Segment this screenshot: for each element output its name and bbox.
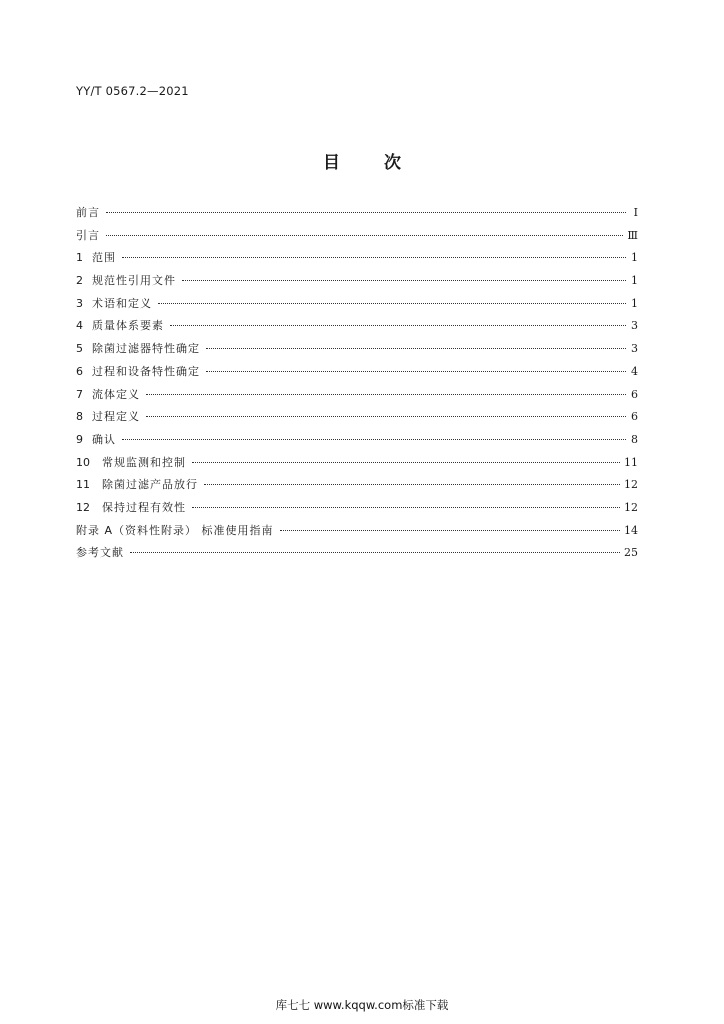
toc-entry[interactable] <box>76 431 638 454</box>
toc-entry-label: 前言 <box>76 206 100 219</box>
toc-entry[interactable] <box>76 476 638 499</box>
toc-entry-number: 4 <box>76 319 83 333</box>
toc-entry-page: 4 <box>631 364 638 378</box>
toc-entry-label: 参考文献 <box>76 546 124 560</box>
toc-title-part1: 目 <box>323 153 340 173</box>
toc-entry[interactable] <box>76 340 638 363</box>
toc-entry-page: Ⅰ <box>633 206 638 219</box>
toc-leader-dots <box>158 303 626 304</box>
toc-entry-number: 11 <box>76 478 90 492</box>
toc-leader-dots <box>192 462 620 463</box>
toc-entry[interactable] <box>76 204 638 227</box>
toc-leader-dots <box>182 280 626 281</box>
standard-code: YY/T 0567.2—2021 <box>76 84 189 98</box>
toc-entry-page: 8 <box>631 432 638 446</box>
toc-entry-page: 3 <box>631 319 638 333</box>
toc-entry[interactable] <box>76 272 638 295</box>
toc-entry-label: 过程和设备特性确定 <box>92 364 200 378</box>
toc-entry-page: 1 <box>631 251 638 265</box>
toc-entry-page: 1 <box>631 296 638 310</box>
toc-entry-label: 范围 <box>92 251 116 265</box>
toc-leader-dots <box>106 212 626 213</box>
toc-entry-label: 除菌过滤器特性确定 <box>92 342 200 356</box>
toc-entry-page: 12 <box>624 500 638 514</box>
toc-title <box>0 148 724 173</box>
toc-entry[interactable] <box>76 295 638 318</box>
toc-entry-page: 6 <box>631 410 638 424</box>
toc-entry-label: 确认 <box>92 432 116 446</box>
toc-leader-dots <box>206 371 626 372</box>
toc-entry-page: 25 <box>624 546 638 560</box>
toc-leader-dots <box>204 484 620 485</box>
toc-entry-number: 2 <box>76 274 83 288</box>
toc-entry[interactable] <box>76 408 638 431</box>
toc-entry[interactable] <box>76 454 638 477</box>
toc-entry-number: 8 <box>76 410 83 424</box>
toc-entry-page: 11 <box>624 455 638 469</box>
toc-entry-page: 12 <box>624 478 638 492</box>
toc-entry-label: 术语和定义 <box>92 296 152 310</box>
toc-entry[interactable] <box>76 544 638 567</box>
toc-entry[interactable] <box>76 499 638 522</box>
toc-entry[interactable] <box>76 522 638 545</box>
toc-entry-label: 过程定义 <box>92 410 140 424</box>
toc-entry-page: 14 <box>624 523 638 537</box>
toc-entry-number: 12 <box>76 500 90 514</box>
toc-entry[interactable] <box>76 363 638 386</box>
toc-leader-dots <box>146 394 626 395</box>
toc-entry-label: 流体定义 <box>92 387 140 401</box>
toc-leader-dots <box>280 530 620 531</box>
toc-entry-page: 1 <box>631 274 638 288</box>
toc-entry-page: Ⅲ <box>627 228 638 242</box>
toc-entry-number: 7 <box>76 387 83 401</box>
toc-entry-label: 常规监测和控制 <box>102 455 186 469</box>
toc-entry-number: 1 <box>76 251 83 265</box>
toc-entry-label: 质量体系要素 <box>92 319 164 333</box>
toc-title-part2: 次 <box>384 153 401 173</box>
toc-leader-dots <box>206 348 626 349</box>
toc-entry-number: 9 <box>76 432 83 446</box>
toc-leader-dots <box>130 552 620 553</box>
toc-leader-dots <box>122 439 626 440</box>
toc-entry-label: 附录 A（资料性附录） 标准使用指南 <box>76 523 274 537</box>
toc-entry[interactable] <box>76 386 638 409</box>
footer-watermark: 库七七 www.kqqw.com标准下载 <box>275 998 449 1012</box>
toc-entry[interactable] <box>76 317 638 340</box>
toc-entry-label: 规范性引用文件 <box>92 274 176 288</box>
toc-leader-dots <box>106 235 623 236</box>
toc-entry-page: 6 <box>631 387 638 401</box>
toc-entry[interactable] <box>76 227 638 250</box>
toc-leader-dots <box>146 416 626 417</box>
toc-leader-dots <box>122 257 626 258</box>
toc-entry-number: 6 <box>76 364 83 378</box>
toc-entry-label: 保持过程有效性 <box>102 500 186 514</box>
toc-entry-number: 5 <box>76 342 83 356</box>
toc-leader-dots <box>170 325 626 326</box>
toc-entry-page: 3 <box>631 342 638 356</box>
toc-entry[interactable] <box>76 249 638 272</box>
toc-entry-label: 引言 <box>76 228 100 242</box>
toc-entry-number: 10 <box>76 455 90 469</box>
table-of-contents <box>76 204 638 567</box>
toc-entry-label: 除菌过滤产品放行 <box>102 478 198 492</box>
toc-entry-number: 3 <box>76 296 83 310</box>
toc-leader-dots <box>192 507 620 508</box>
